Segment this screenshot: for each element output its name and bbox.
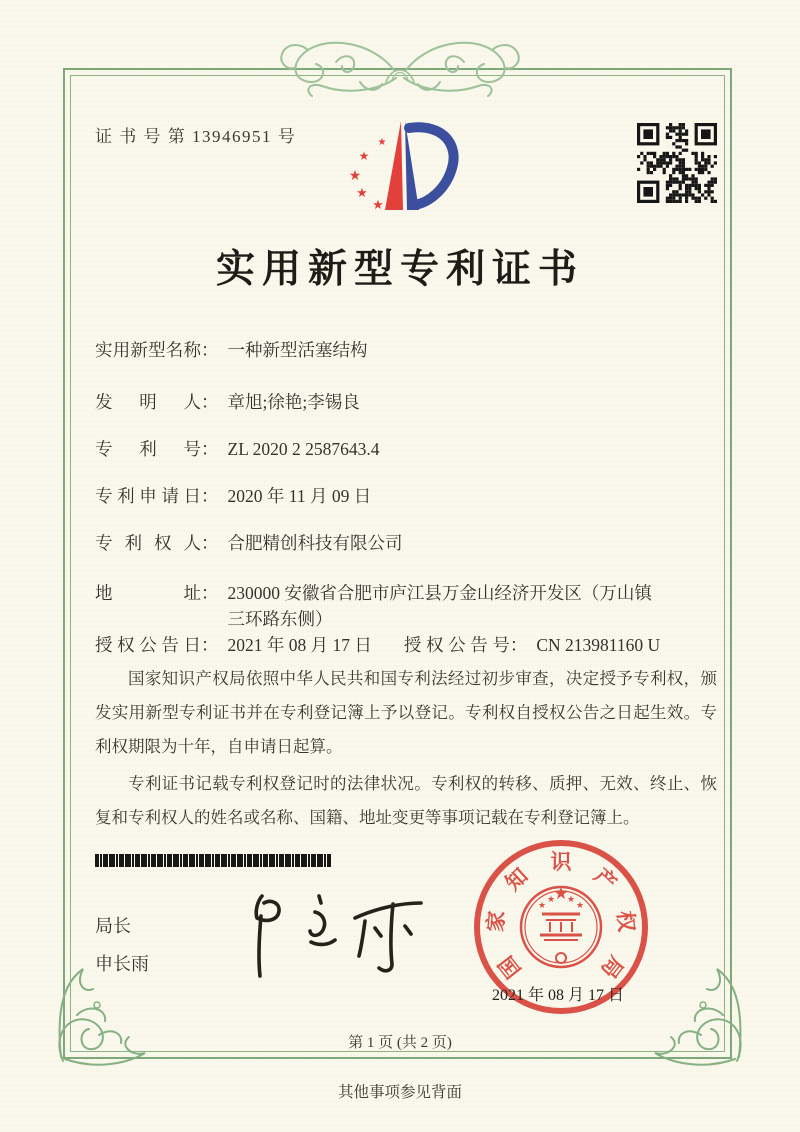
- field-value: 章旭;徐艳;李锡良: [227, 392, 360, 412]
- svg-text:★: ★: [537, 901, 547, 911]
- svg-text:★: ★: [356, 186, 368, 201]
- field-label: 专利申请日: [95, 486, 201, 506]
- svg-text:★: ★: [546, 895, 556, 905]
- field-value: 一种新型活塞结构: [227, 340, 368, 360]
- svg-text:识: 识: [550, 850, 572, 874]
- field-label: 专利号: [95, 439, 201, 459]
- field-label: 授权公告日: [95, 635, 201, 655]
- field-value: 2020 年 11 月 09 日: [227, 486, 372, 506]
- field-row-patentee: 专利权人 ： 合肥精创科技有限公司: [95, 533, 403, 553]
- field-value: ZL 2020 2 2587643.4: [227, 439, 380, 459]
- field-row-patent-no: 专利号 ： ZL 2020 2 2587643.4: [95, 439, 380, 459]
- barcode: [95, 854, 331, 867]
- field-row-grant: 授权公告日 ： 2021 年 08 月 17 日 授权公告号 ： CN 213981160 U: [95, 635, 661, 655]
- svg-text:★: ★: [566, 895, 576, 905]
- svg-text:局: 局: [596, 951, 629, 983]
- handwritten-signature: [215, 876, 445, 991]
- grant-no-value: CN 213981160 U: [536, 635, 661, 655]
- field-value: 合肥精创科技有限公司: [227, 533, 403, 553]
- field-value: 230000 安徽省合肥市庐江县万金山经济开发区（万山镇三环路东侧）: [227, 583, 652, 629]
- svg-text:家: 家: [483, 909, 510, 933]
- svg-text:国: 国: [493, 951, 526, 983]
- field-label: 专利权人: [95, 533, 201, 553]
- svg-text:★: ★: [575, 901, 585, 911]
- field-row-address: 地址 ： 230000 安徽省合肥市庐江县万金山经济开发区（万山镇三环路东侧）: [95, 580, 723, 632]
- seal-date: 2021 年 08 月 17 日: [491, 987, 624, 1004]
- field-row-inventors: 发明人 ： 章旭;徐艳;李锡良: [95, 392, 360, 412]
- svg-text:★: ★: [553, 884, 569, 904]
- signer-title: 局长: [95, 916, 131, 936]
- svg-text:★: ★: [358, 149, 370, 163]
- field-list: [95, 340, 723, 655]
- cnipa-logo-icon: [345, 110, 465, 215]
- field-label: 授权公告号: [403, 635, 510, 655]
- certificate-number: 证 书 号 第 13946951 号: [95, 127, 297, 146]
- qr-code: [637, 123, 717, 203]
- back-note: 其他事项参见背面: [337, 1084, 462, 1101]
- certificate-title: 实用新型专利证书: [215, 248, 584, 291]
- signer-name: 申长雨: [95, 954, 149, 974]
- field-label: 发明人: [95, 392, 201, 412]
- svg-text:权: 权: [612, 909, 639, 933]
- legal-paragraph-1: 国家知识产权局依照中华人民共和国专利法经过初步审查，决定授予专利权，颁发实用新型专利证书并在专利登记簿上予以登记。专利权自授权公告之日起生效。专利权期限为十年，自申请日起算。: [95, 669, 717, 756]
- national-emblem: [521, 884, 601, 967]
- grant-date-value: 2021 年 08 月 17 日: [227, 635, 372, 655]
- page-number: 第 1 页 (共 2 页): [348, 1035, 452, 1051]
- svg-text:产: 产: [589, 863, 622, 896]
- svg-text:★: ★: [377, 137, 387, 148]
- field-row-name: 实用新型名称 ： 一种新型活塞结构: [95, 340, 368, 360]
- field-label: 地址: [95, 583, 201, 603]
- svg-text:★: ★: [348, 168, 362, 184]
- field-row-filing-date: 专利申请日 ： 2020 年 11 月 09 日: [95, 486, 372, 506]
- svg-text:★: ★: [372, 198, 384, 213]
- svg-text:知: 知: [500, 863, 533, 896]
- legal-paragraph-2: 专利证书记载专利权登记时的法律状况。专利权的转移、质押、无效、终止、恢复和专利权人的姓名或名称、国籍、地址变更等事项记载在专利登记簿上。: [95, 774, 717, 827]
- field-label: 实用新型名称: [95, 340, 201, 360]
- legal-text: [95, 662, 717, 838]
